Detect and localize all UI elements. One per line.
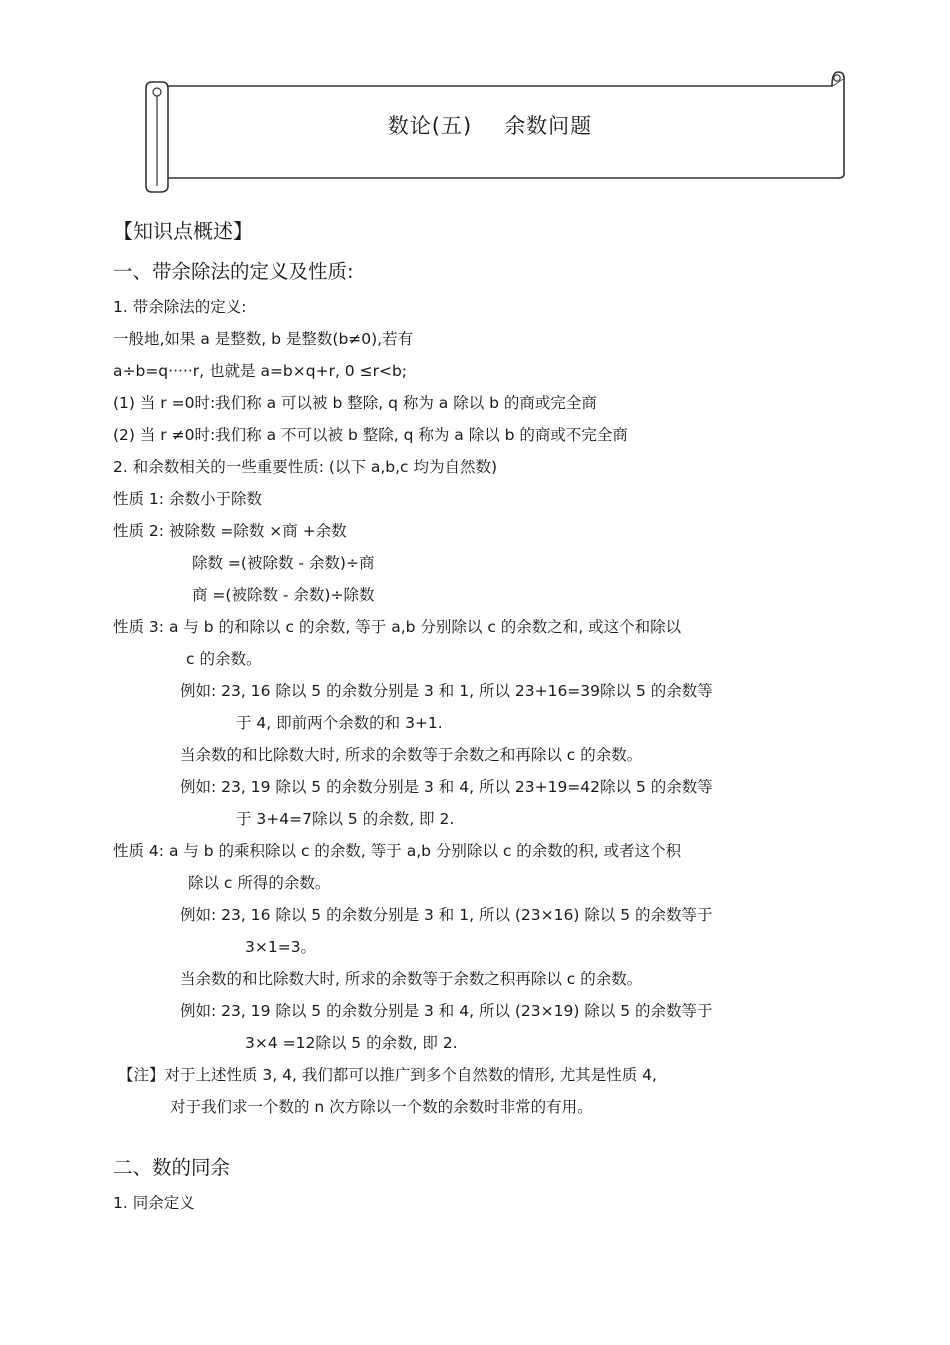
section2-heading: 二、数的同余 — [113, 1156, 231, 1179]
definition-line-2: a÷b=q·····r, 也就是 a=b×q+r, 0 ≤r<b; — [113, 362, 408, 380]
property-4-example-1-line-1: 例如: 23, 16 除以 5 的余数分别是 3 和 1, 所以 (23×16) 除以 5 的余数等于 — [180, 906, 713, 924]
title-sub: 余数问题 — [504, 114, 593, 138]
property-3-example-1-line-2: 于 4, 即前两个余数的和 3+1. — [236, 714, 443, 732]
title-main: 数论(五) — [387, 114, 473, 138]
property-2-line-1: 性质 2: 被除数 =除数 ×商 +余数 — [113, 522, 347, 540]
property-3-line-1: 性质 3: a 与 b 的和除以 c 的余数, 等于 a,b 分别除以 c 的余数之和, 或这个和除以 — [113, 618, 682, 636]
case-2: (2) 当 r ≠0时:我们称 a 不可以被 b 整除, q 称为 a 除以 b 的商或不完全商 — [113, 426, 628, 444]
property-2-line-2: 除数 =(被除数 - 余数)÷商 — [192, 554, 375, 572]
section1-sub2: 2. 和余数相关的一些重要性质: (以下 a,b,c 均为自然数) — [113, 458, 498, 476]
note-line-2: 对于我们求一个数的 n 次方除以一个数的余数时非常的有用。 — [170, 1098, 593, 1116]
definition-line-1: 一般地,如果 a 是整数, b 是整数(b≠0),若有 — [113, 330, 414, 348]
document-title — [160, 110, 820, 140]
section2-sub1: 1. 同余定义 — [113, 1194, 195, 1212]
property-4-line-2: 除以 c 所得的余数。 — [188, 874, 331, 892]
section1-sub1: 1. 带余除法的定义: — [113, 298, 247, 316]
property-3-example-2-line-1: 例如: 23, 19 除以 5 的余数分别是 3 和 4, 所以 23+19=42除以 5 的余数等 — [180, 778, 713, 796]
property-4-note: 当余数的和比除数大时, 所求的余数等于余数之积再除以 c 的余数。 — [180, 970, 643, 988]
property-4-example-2-line-2: 3×4 =12除以 5 的余数, 即 2. — [245, 1034, 458, 1052]
property-3-example-1-line-1: 例如: 23, 16 除以 5 的余数分别是 3 和 1, 所以 23+16=39除以 5 的余数等 — [180, 682, 713, 700]
case-1: (1) 当 r =0时:我们称 a 可以被 b 整除, q 称为 a 除以 b 的商或完全商 — [113, 394, 597, 412]
property-4-example-2-line-1: 例如: 23, 19 除以 5 的余数分别是 3 和 4, 所以 (23×19) 除以 5 的余数等于 — [180, 1002, 713, 1020]
overview-heading: 【知识点概述】 — [113, 219, 253, 243]
property-4-example-1-line-2: 3×1=3。 — [245, 938, 317, 956]
property-4-line-1: 性质 4: a 与 b 的乘积除以 c 的余数, 等于 a,b 分别除以 c 的余数的积, 或者这个积 — [113, 842, 682, 860]
section1-heading: 一、带余除法的定义及性质: — [113, 260, 354, 283]
property-3-note: 当余数的和比除数大时, 所求的余数等于余数之和再除以 c 的余数。 — [180, 746, 643, 764]
property-2-line-3: 商 =(被除数 - 余数)÷除数 — [192, 586, 375, 604]
property-3-example-2-line-2: 于 3+4=7除以 5 的余数, 即 2. — [236, 810, 455, 828]
property-1: 性质 1: 余数小于除数 — [113, 490, 262, 508]
note-line-1: 【注】对于上述性质 3, 4, 我们都可以推广到多个自然数的情形, 尤其是性质 4, — [118, 1066, 657, 1084]
property-3-line-2: c 的余数。 — [186, 650, 262, 668]
